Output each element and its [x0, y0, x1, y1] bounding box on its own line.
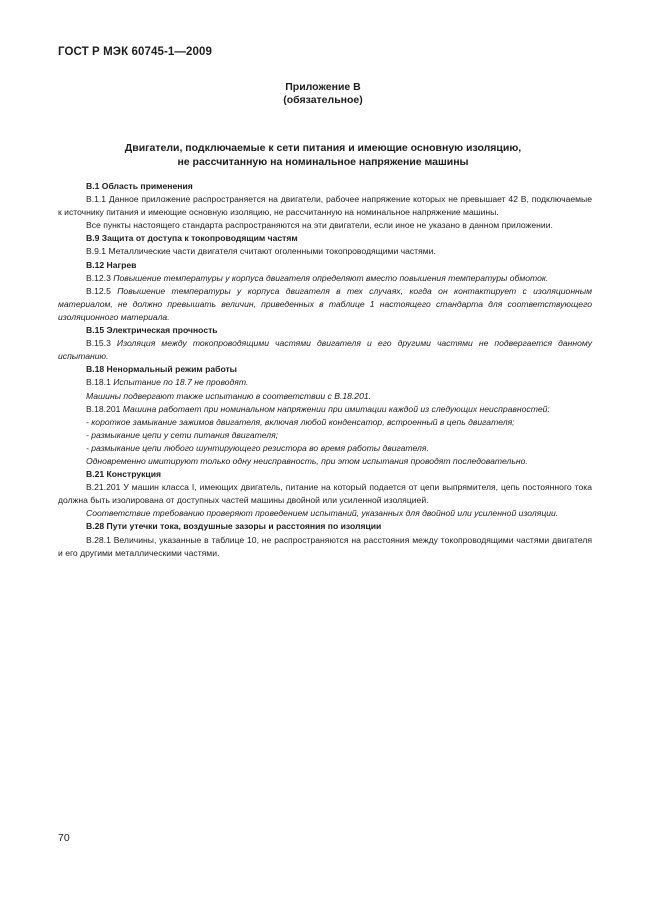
clause-text: Машина работает при номинальном напряжении при имитации каждой из следующих неисправностей: [122, 403, 550, 414]
clause-number: В.12.3 [86, 272, 114, 283]
clause-number: В.15.3 [86, 338, 117, 349]
document-header: ГОСТ Р МЭК 60745-1—2009 [58, 46, 212, 58]
paragraph-b21-note: Соответствие требованию проверяют проведением испытаний, указанных для двойной или усиленной изоляции. [86, 508, 559, 519]
paragraph-b18-1-note: Машины подвергают также испытанию в соответствии с В.18.201. [86, 390, 372, 401]
section-heading-b12: В.12 Нагрев [86, 259, 137, 270]
list-item: - размыкание цепи у сети питания двигателя; [86, 429, 279, 440]
paragraph-b15-3 [58, 337, 592, 363]
annex-title-line-2: не рассчитанную на номинальное напряжение машины [177, 156, 469, 168]
paragraph-b12-5 [58, 285, 592, 324]
section-heading-b9: В.9 Защита от доступа к токопроводящим частям [86, 233, 298, 244]
clause-text: Повышение температуры у корпуса двигателя определяют вместо повышения температуры обмоток. [113, 272, 549, 283]
clause-text: Данное приложение распространяется на двигатели, рабочее напряжение которых не превышает 42 В, подключаемые к источнику питания и имеющие основную изоляцию, не рассчитанную на номинальное напряжение машины. [58, 194, 592, 218]
paragraph-b1-2: Все пункты настоящего стандарта распространяются на эти двигатели, если иное не указано в данном приложении. [86, 220, 553, 231]
clause-number: В.18.1 [86, 377, 114, 388]
paragraph-b18-201 [58, 403, 592, 416]
paragraph-b18-note: Одновременно имитируют только одну неисправность, при этом испытания проводят последовательно. [86, 455, 528, 466]
clause-number: В.12.5 [86, 285, 118, 296]
clause-text: Изоляция между токопроводящими частями двигателя и его другими частями не подвергается данному испытанию. [58, 338, 593, 362]
clause-text: Испытание по 18.7 не проводят. [113, 377, 249, 388]
section-heading-b18: В.18 Ненормальный режим работы [86, 364, 238, 375]
annex-heading [0, 81, 646, 107]
annex-status: (обязательное) [283, 94, 363, 106]
section-heading-b21: В.21 Конструкция [86, 469, 162, 480]
paragraph-b28-1: В.28.1 Величины, указанные в таблице 10, не распространяются на расстояния между токопроводящими частями двигателя и его другими металлическими частями. [58, 534, 592, 558]
clause-number: В.18.201 [86, 403, 123, 414]
document-body [58, 180, 592, 560]
paragraph-b21-201: В.21.201 У машин класса I, имеющих двигатель, питание на который подается от цепи выпрямителя, цепь постоянного тока должна быть изолирована от доступных частей машины двойной или усиленной изоляцией. [58, 482, 592, 506]
paragraph-b9-1: В.9.1 Металлические части двигателя считают оголенными токопроводящими частями. [86, 246, 436, 257]
section-heading-b28: В.28 Пути утечки тока, воздушные зазоры и расстояния по изоляции [86, 521, 382, 532]
paragraph-b12-3 [58, 272, 592, 285]
list-item: - размыкание цепи любого шунтирующего резистора во время работы двигателя. [86, 442, 429, 453]
list-item: - короткое замыкание зажимов двигателя, включая любой конденсатор, встроенный в цепь двигателя; [86, 416, 515, 427]
section-heading-b15: В.15 Электрическая прочность [86, 325, 218, 336]
section-heading-b1: В.1 Область применения [86, 181, 193, 191]
annex-label: Приложение В [285, 81, 361, 93]
annex-title-line-1: Двигатели, подключаемые к сети питания и имеющие основную изоляцию, [124, 142, 522, 154]
paragraph-b18-1 [58, 376, 592, 389]
clause-text: Повышение температуры у корпуса двигателя в тех случаях, когда он контактирует с изоляционным материалом, не должно превышать величин, приведенных в таблице 1 настоящего стандарта для соответствующего изоляционного материала. [58, 285, 592, 322]
clause-number: В.1.1 [86, 194, 107, 205]
annex-title [0, 141, 646, 169]
page-number: 70 [58, 832, 70, 844]
paragraph-b1-1 [58, 193, 592, 219]
